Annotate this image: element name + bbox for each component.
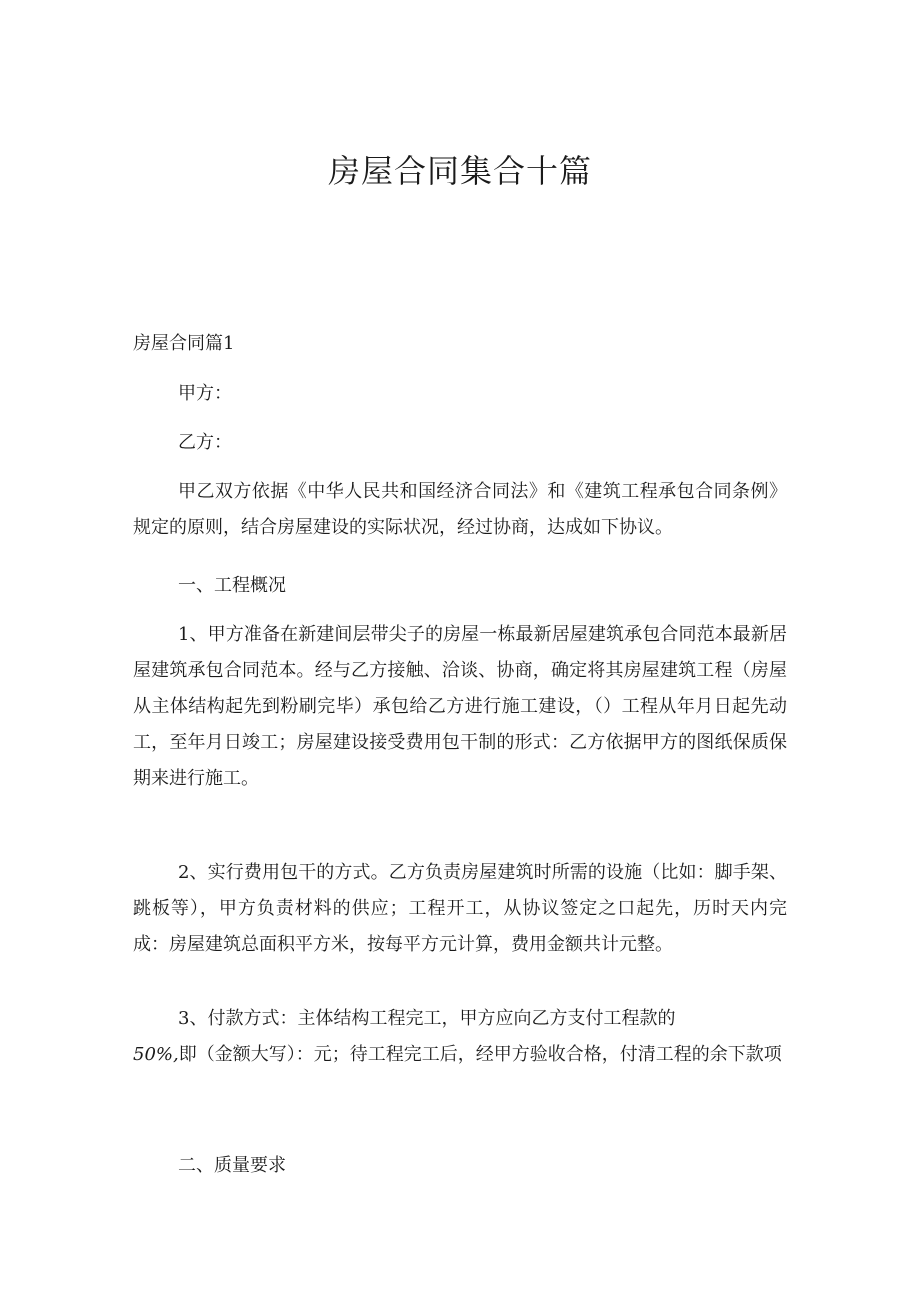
clause-3-line-1: 3、付款方式：主体结构工程完工，甲方应向乙方支付工程款的 (178, 1008, 676, 1029)
intro-paragraph: 甲乙双方依据《中华人民共和国经济合同法》和《建筑工程承包合同条例》规定的原则，结合房屋建设的实际状况，经过协商，达成如下协议。 (133, 481, 787, 538)
clause-1-paragraph: 1、甲方准备在新建间层带尖子的房屋一栋最新居屋建筑承包合同范本最新居屋建筑承包合同范本。经与乙方接触、洽谈、协商，确定将其房屋建筑工程（房屋从主体结构起先到粉刷完毕）承包给乙方进行施工建设，（）工程从年月日起先动工，至年月日竣工；房屋建设接受费用包干制的形式：乙方依据甲方的图纸保质保期来进行施工。 (133, 624, 787, 789)
clause-3-paragraph (133, 1001, 787, 1073)
clause-3-rest: 即（金额大写）：元；待工程完工后，经甲方验收合格，付清工程的余下款项 (178, 1044, 782, 1065)
clause-2-paragraph: 2、实行费用包干的方式。乙方负责房屋建筑时所需的设施（比如：脚手架、跳板等），甲方负责材料的供应；工程开工，从协议签定之口起先，历时天内完成：房屋建筑总面积平方米，按每平方元计算，费用金额共计元整。 (133, 862, 787, 955)
document-title: 房屋合同集合十篇 (327, 152, 592, 190)
section-title: 房屋合同篇1 (133, 333, 235, 354)
party-b-label: 乙方： (178, 432, 232, 453)
clause-3-continuation (133, 1037, 787, 1073)
section-heading-overview: 一、工程概况 (178, 575, 286, 596)
section-heading-quality: 二、质量要求 (178, 1155, 286, 1176)
party-a-label: 甲方： (178, 383, 232, 404)
clause-3-percent: 50%, (133, 1044, 179, 1065)
